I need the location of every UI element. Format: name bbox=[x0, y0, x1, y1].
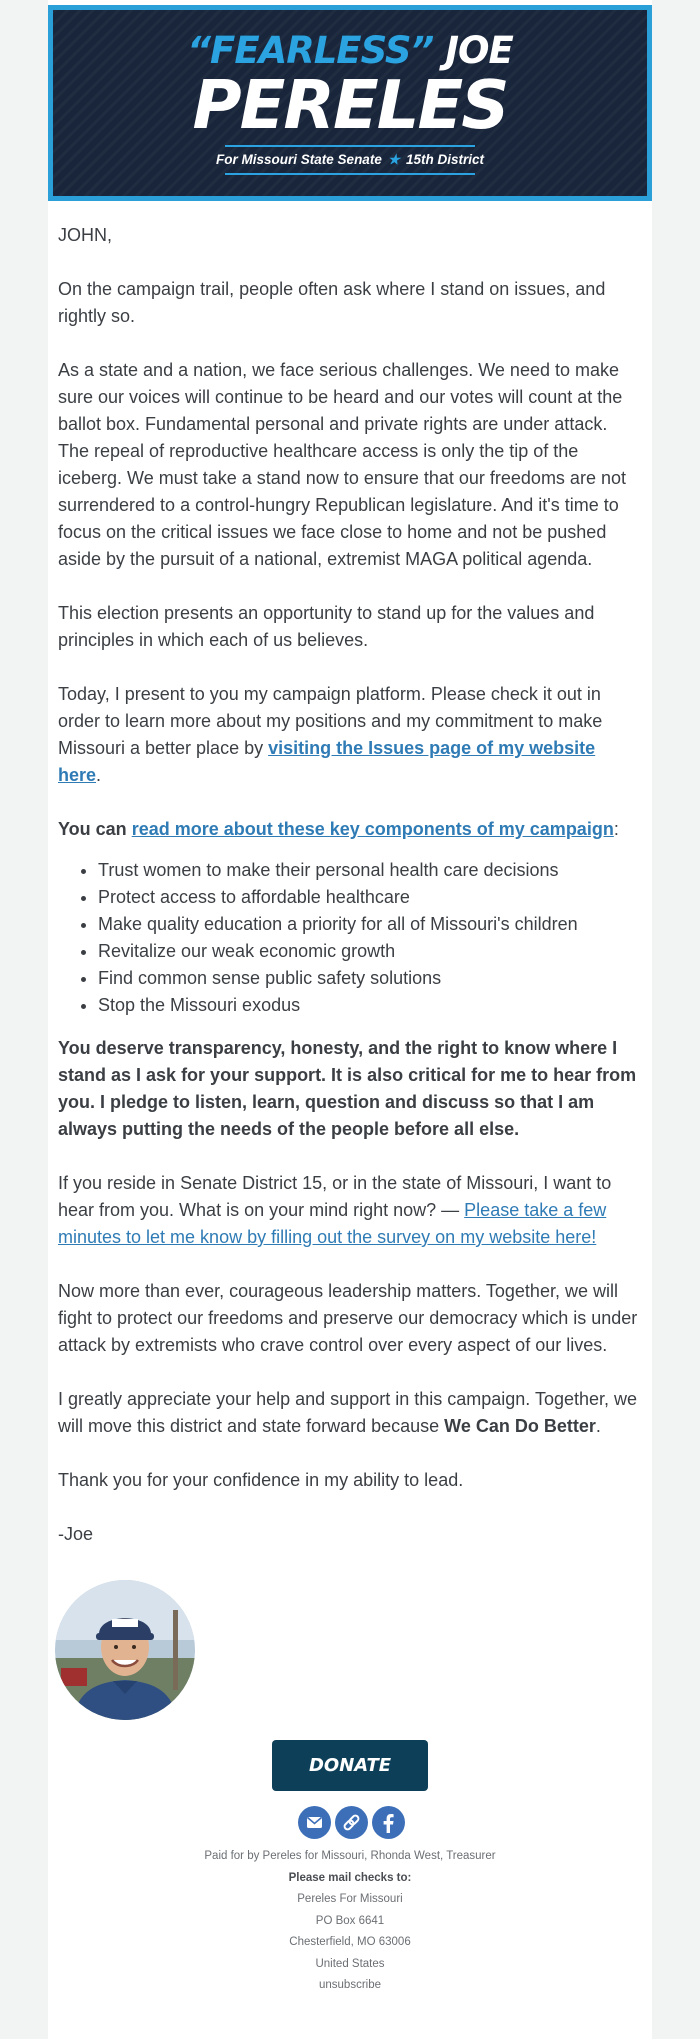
email-icon[interactable] bbox=[298, 1806, 331, 1839]
key-components-end: : bbox=[613, 819, 619, 839]
paragraph-platform bbox=[58, 681, 643, 789]
paragraph-leadership: Now more than ever, courageous leadership matters. Together, we will fight to protect our freedoms and preserve our democracy which is under attack by extremists who crave control over every aspect of our lives. bbox=[58, 1281, 638, 1355]
appreciation-end: . bbox=[595, 1416, 601, 1436]
key-components-lead: You can bbox=[58, 819, 132, 839]
banner-logo bbox=[53, 10, 647, 196]
list-item: • Protect access to affordable healthcare bbox=[98, 884, 643, 911]
issues-page-link[interactable]: visiting the Issues page of my website here bbox=[58, 738, 596, 785]
list-item: • Trust women to make their personal health care decisions bbox=[98, 857, 643, 884]
survey-link[interactable]: Please take a few minutes to let me know by filling out the survey on my website here! bbox=[58, 1200, 607, 1247]
platform-text: Today, I present to you my campaign platform. Please check it out in order to learn more about my positions and my commitment to make Missouri a better place by bbox=[58, 684, 603, 758]
mail-country: United States bbox=[315, 1957, 385, 1970]
facebook-icon[interactable] bbox=[372, 1806, 405, 1839]
appreciation-text: I greatly appreciate your help and support in this campaign. Together, we will move this district and state forward because bbox=[58, 1389, 638, 1436]
key-components-link[interactable]: read more about these key components of my campaign bbox=[131, 819, 614, 839]
star-icon: ★ bbox=[387, 152, 400, 167]
footer bbox=[48, 1846, 652, 1997]
paragraph-appreciation bbox=[58, 1386, 643, 1440]
mail-org: Pereles For Missouri bbox=[297, 1893, 403, 1905]
paragraph-survey bbox=[58, 1170, 643, 1251]
banner-last-name: PERELES bbox=[192, 66, 508, 144]
candidate-photo bbox=[55, 1580, 195, 1720]
paragraph-key-components bbox=[58, 816, 643, 843]
banner-divider-bottom bbox=[225, 173, 475, 175]
email-body bbox=[58, 222, 643, 1572]
paragraph-campaign-trail: On the campaign trail, people often ask where I stand on issues, and rightly so. bbox=[58, 279, 606, 326]
list-item: • Find common sense public safety solutions bbox=[98, 965, 643, 992]
paragraph-election: This election presents an opportunity to stand up for the values and principles in which each of us believes. bbox=[58, 603, 595, 650]
paragraph-challenges: As a state and a nation, we face serious challenges. We need to make sure our voices will continue to be heard and our votes will count at the ballot box. Fundamental personal and private rights are under attack. The repeal of reproductive healthcare access is only the tip of the iceberg. We must take a stand now to ensure that our freedoms are not surrendered to a control-hungry Republican legislature. And it's time to focus on the critical issues we face close to home and not be pushed aside by the pursuit of a national, extremist MAGA political agenda. bbox=[58, 360, 626, 569]
banner-fearless: “FEARLESS” bbox=[187, 29, 434, 72]
greeting: JOHN, bbox=[58, 225, 112, 245]
banner-line-1 bbox=[53, 29, 647, 72]
survey-text: If you reside in Senate District 15, or in the state of Missouri, I want to hear from you. What is on your mind right now? — bbox=[58, 1173, 612, 1220]
banner-district: 15th District bbox=[405, 152, 484, 167]
slogan: We Can Do Better bbox=[444, 1416, 596, 1436]
banner-tagline bbox=[53, 152, 647, 168]
signature: -Joe bbox=[58, 1524, 94, 1544]
unsubscribe-link[interactable]: unsubscribe bbox=[318, 1979, 381, 1991]
campaign-header-banner bbox=[48, 5, 652, 201]
platform-end: . bbox=[96, 765, 102, 785]
mail-city: Chesterfield, MO 63006 bbox=[289, 1936, 411, 1948]
banner-first-name: JOE bbox=[445, 29, 513, 72]
link-icon[interactable] bbox=[335, 1806, 368, 1839]
list-item: • Make quality education a priority for all of Missouri's children bbox=[98, 911, 643, 938]
mail-po-box: PO Box 6641 bbox=[315, 1914, 385, 1927]
paid-for-disclaimer: Paid for by Pereles for Missouri, Rhonda West, Treasurer bbox=[204, 1850, 496, 1862]
paragraph-transparency: You deserve transparency, honesty, and the right to know where I stand as I ask for your support. It is also critical for me to hear from you. I pledge to listen, learn, question and discuss so that I am always putting the needs of the people before all else. bbox=[58, 1038, 637, 1139]
donate-button[interactable]: DONATE bbox=[272, 1740, 428, 1791]
paragraph-thanks: Thank you for your confidence in my ability to lead. bbox=[58, 1470, 464, 1490]
list-item: • Stop the Missouri exodus bbox=[98, 992, 643, 1019]
list-item: • Revitalize our weak economic growth bbox=[98, 938, 643, 965]
platform-list bbox=[58, 857, 643, 1019]
mail-checks-heading: Please mail checks to: bbox=[288, 1871, 412, 1884]
banner-divider-top bbox=[225, 145, 475, 147]
banner-office: For Missouri State Senate bbox=[216, 152, 382, 167]
